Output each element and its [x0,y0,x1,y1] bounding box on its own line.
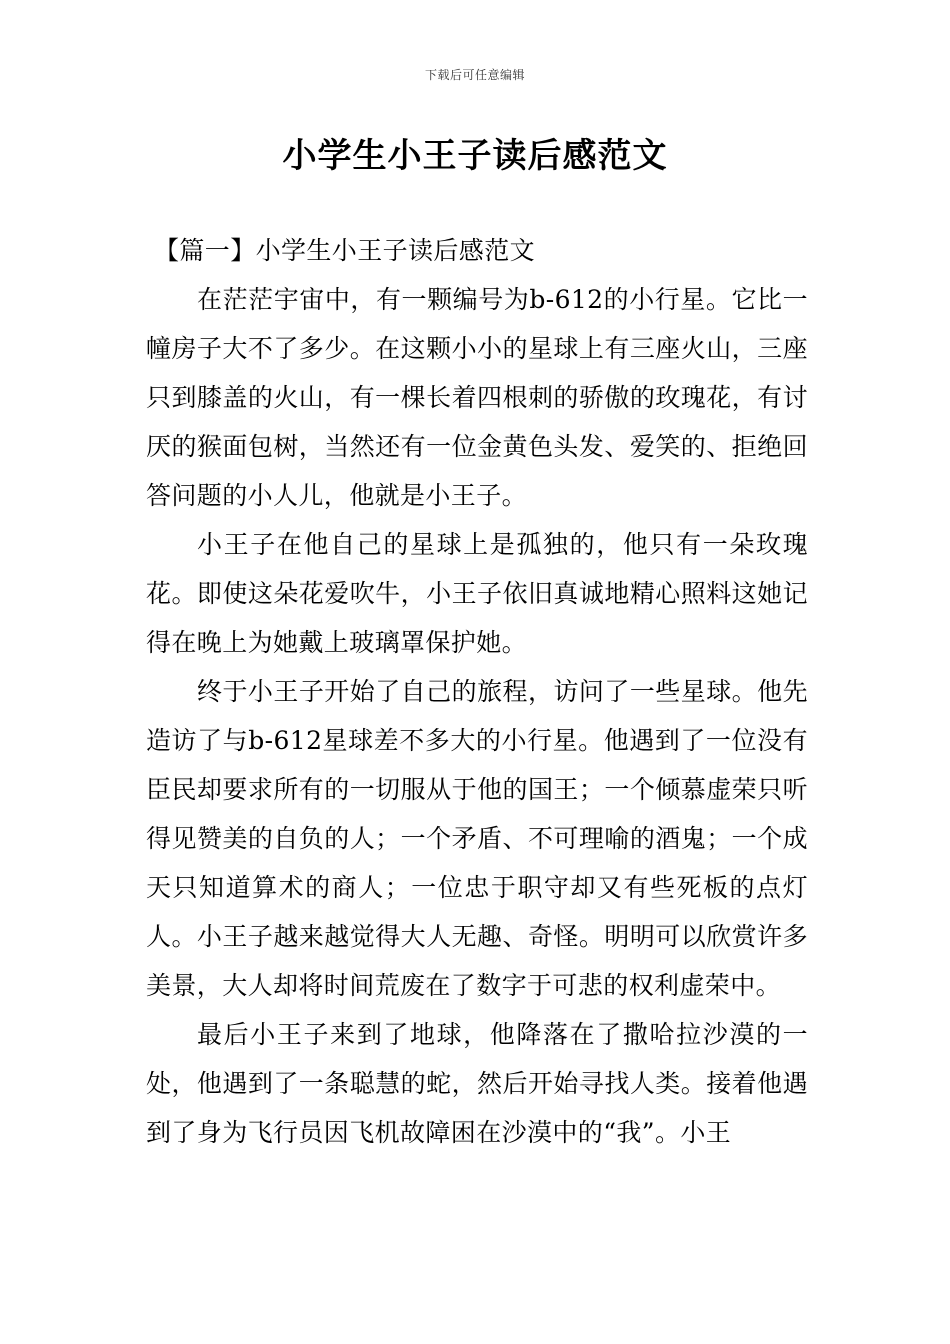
document-title: 小学生小王子读后感范文 [282,136,668,176]
document-body [146,226,808,1157]
paragraph-3: 终于小王子开始了自己的旅程，访问了一些星球。他先造访了与b-612星球差不多大的小行星。他遇到了一位没有臣民却要求所有的一切服从于他的国王；一个倾慕虚荣只听得见赞美的自负的人；一个矛盾、不可理喻的酒鬼；一个成天只知道算术的商人；一位忠于职守却又有些死板的点灯人。小王子越来越觉得大人无趣、奇怪。明明可以欣赏许多美景，大人却将时间荒废在了数字于可悲的权利虚荣中。 [146,677,808,1000]
header-note: 下载后可任意编辑 [424,68,525,82]
paragraph-2: 小王子在他自己的星球上是孤独的，他只有一朵玫瑰花。即使这朵花爱吹牛，小王子依旧真诚地精心照料这她记得在晚上为她戴上玻璃罩保护她。 [146,530,808,657]
section-heading: 【篇一】小学生小王子读后感范文 [154,236,536,265]
paragraph-4: 最后小王子来到了地球，他降落在了撒哈拉沙漠的一处，他遇到了一条聪慧的蛇，然后开始寻找人类。接着他遇到了身为飞行员因飞机故障困在沙漠中的“我”。小王 [146,1020,808,1147]
paragraph-1: 在茫茫宇宙中，有一颗编号为b-612的小行星。它比一幢房子大不了多少。在这颗小小的星球上有三座火山，三座只到膝盖的火山，有一棵长着四根刺的骄傲的玫瑰花，有讨厌的猴面包树，当然还有一位金黄色头发、爱笑的、拒绝回答问题的小人儿，他就是小王子。 [146,285,808,510]
